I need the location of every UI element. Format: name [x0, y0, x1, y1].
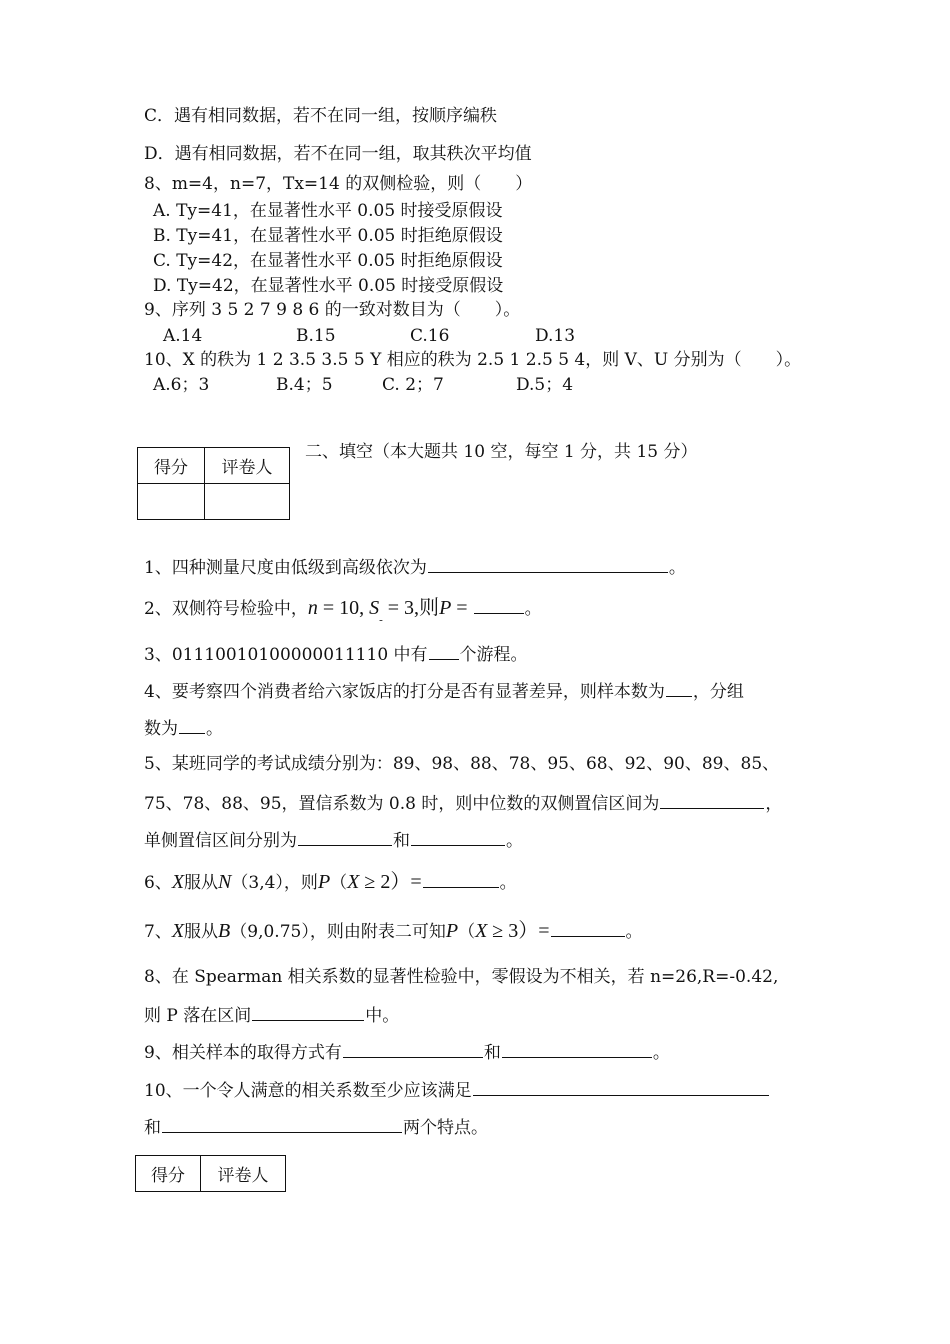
fill-10-line2-pre: 和: [144, 1118, 161, 1138]
fill-7-formula: X服从B（9,0.75），则由附表二可知P（X ≥ 3）=: [171, 920, 550, 942]
fill-5-end: 。: [506, 831, 523, 851]
fill-6-formula: X服从N（3,4），则P（X ≥ 2）=: [171, 871, 422, 893]
fill-1-end: 。: [668, 558, 686, 578]
fill-item-4-cont: [144, 719, 223, 738]
answer-blank[interactable]: [298, 831, 392, 846]
fill-item-4: [144, 682, 744, 701]
q9-stem: 9、序列 3 5 2 7 9 8 6 的一致对数目为（ ）。: [144, 300, 521, 320]
fill-item-5-line1: 5、某班同学的考试成绩分别为：89、98、88、78、95、68、92、90、89、85、: [144, 754, 780, 774]
fill-item-9: [144, 1043, 670, 1062]
q9-option-b: B.15: [296, 326, 336, 346]
fill-2-formula: n = 10, $S_- = 3$,则P =: [307, 597, 473, 626]
q10-option-b: B.4；5: [276, 375, 333, 395]
grader-cell: [205, 484, 290, 520]
answer-blank[interactable]: [502, 1043, 652, 1058]
fill-9-text: 9、相关样本的取得方式有: [144, 1043, 342, 1063]
grader-header: 评卷人: [205, 448, 290, 484]
q8-option-b: B. Ty=41，在显著性水平 0.05 时拒绝原假设: [153, 226, 503, 246]
answer-blank[interactable]: [411, 831, 505, 846]
fill-4-end: 。: [206, 719, 223, 739]
fill-1-text: 1、四种测量尺度由低级到高级依次为: [144, 558, 427, 578]
q8-option-a: A. Ty=41，在显著性水平 0.05 时接受原假设: [153, 201, 503, 221]
q9-option-c: C.16: [410, 326, 450, 346]
fill-5-line3-text: 单侧置信区间分别为: [144, 831, 297, 851]
fill-3-end: 个游程。: [459, 645, 528, 665]
fill-item-2: [144, 597, 542, 626]
fill-10-line2-end: 两个特点。: [403, 1118, 488, 1138]
answer-blank[interactable]: [423, 873, 499, 888]
fill-6-num: 6、: [144, 873, 172, 893]
fill-9-end: 。: [652, 1043, 670, 1063]
answer-blank[interactable]: [162, 1118, 402, 1133]
answer-blank[interactable]: [551, 922, 625, 937]
fill-8-end: 中。: [365, 1006, 400, 1026]
grade-table-2: [135, 1155, 286, 1192]
fill-item-5-line3: [144, 831, 523, 850]
answer-blank[interactable]: [473, 1081, 769, 1096]
fill-7-end: 。: [625, 922, 643, 942]
q8-stem: 8、m=4，n=7，Tx=14 的双侧检验，则（ ）: [144, 174, 533, 194]
fill-5-line2-end: ，: [765, 794, 783, 814]
option-d-line: D．遇有相同数据，若不在同一组，取其秩次平均值: [144, 144, 532, 164]
score-cell: [138, 484, 205, 520]
answer-blank[interactable]: [660, 794, 764, 809]
fill-item-5-line2: [144, 794, 782, 813]
score-header: 得分: [136, 1156, 201, 1192]
fill-2-end: 。: [524, 599, 542, 619]
fill-item-10-line2: [144, 1118, 488, 1137]
grade-table: [137, 447, 290, 520]
fill-8-line2-text: 则 P 落在区间: [144, 1006, 252, 1026]
fill-item-3: [144, 645, 528, 664]
fill-item-7: [144, 921, 643, 941]
fill-3-text: 3、01110010100000011110 中有: [144, 645, 428, 665]
q8-option-c: C. Ty=42，在显著性水平 0.05 时拒绝原假设: [153, 251, 503, 271]
fill-9-and: 和: [483, 1043, 501, 1063]
answer-blank[interactable]: [429, 645, 459, 660]
fill-item-8-line2: [144, 1006, 399, 1025]
q8-option-d: D. Ty=42，在显著性水平 0.05 时接受原假设: [153, 276, 504, 296]
answer-blank[interactable]: [252, 1006, 364, 1021]
fill-5-and: 和: [393, 831, 410, 851]
answer-blank[interactable]: [343, 1043, 483, 1058]
answer-blank[interactable]: [474, 599, 524, 614]
q10-option-d: D.5；4: [516, 375, 574, 395]
fill-item-8-line1: 8、在 Spearman 相关系数的显著性检验中，零假设为不相关，若 n=26,R=-0.42,: [144, 967, 779, 987]
q9-option-a: A.14: [163, 326, 203, 346]
fill-item-6: [144, 872, 517, 892]
fill-item-1: [144, 558, 686, 577]
section-2-title: 二、填空（本大题共 10 空，每空 1 分，共 15 分）: [305, 442, 698, 462]
q10-stem: 10、X 的秩为 1 2 3.5 3.5 5 Y 相应的秩为 2.5 1 2.5 5 4，则 V、U 分别为（ ）。: [144, 350, 802, 370]
fill-6-end: 。: [499, 873, 517, 893]
answer-blank[interactable]: [179, 719, 205, 734]
fill-7-num: 7、: [144, 922, 172, 942]
grader-header: 评卷人: [201, 1156, 286, 1192]
fill-item-10-line1: [144, 1081, 770, 1100]
fill-4-mid: ，分组: [692, 682, 744, 702]
answer-blank[interactable]: [428, 558, 668, 573]
fill-5-line2-text: 75、78、88、95，置信系数为 0.8 时，则中位数的双侧置信区间为: [144, 794, 660, 814]
fill-10-line1-text: 10、一个令人满意的相关系数至少应该满足: [144, 1081, 472, 1101]
q9-option-d: D.13: [535, 326, 576, 346]
score-header: 得分: [138, 448, 205, 484]
fill-4-line2: 数为: [144, 719, 178, 739]
q10-option-a: A.6；3: [153, 375, 210, 395]
fill-2-text: 2、双侧符号检验中，: [144, 599, 308, 619]
answer-blank[interactable]: [666, 682, 692, 697]
fill-4-text: 4、要考察四个消费者给六家饭店的打分是否有显著差异，则样本数为: [144, 682, 665, 702]
option-c-line: C．遇有相同数据，若不在同一组，按顺序编秩: [144, 106, 498, 126]
q10-option-c: C. 2；7: [382, 375, 444, 395]
